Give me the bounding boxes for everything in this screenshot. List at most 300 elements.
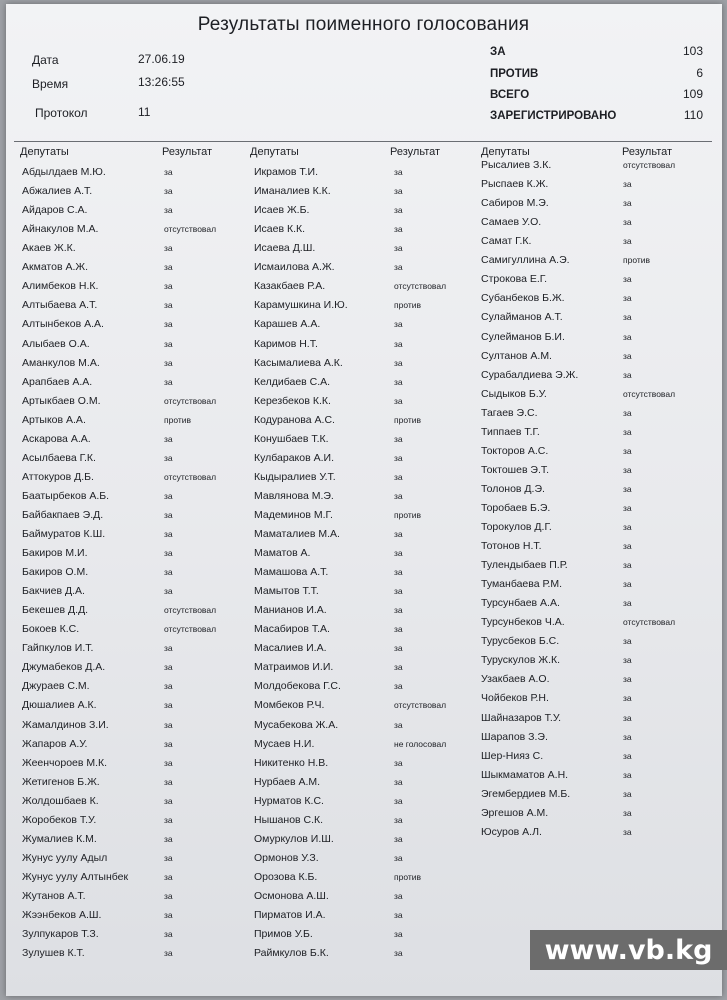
vote-result: за [623, 274, 632, 285]
deputy-name: Карашев А.А. [254, 318, 321, 331]
table-row [254, 471, 480, 490]
table-row [22, 471, 248, 490]
deputy-name: Молдобекова Г.С. [254, 680, 341, 693]
table-row [481, 578, 701, 597]
vote-result: за [164, 357, 173, 368]
table-row [481, 292, 701, 311]
table-row [254, 661, 480, 680]
deputy-name: Зулушев К.Т. [22, 947, 85, 960]
table-row [254, 338, 480, 357]
deputy-name: Алтыбаева А.Т. [22, 299, 98, 312]
deputy-name: Кыдыралиев У.Т. [254, 470, 336, 483]
deputy-name: Орозова К.Б. [254, 870, 318, 883]
deputy-name: Нурбаев А.М. [254, 775, 321, 788]
deputy-name: Узакбаев А.О. [481, 673, 550, 686]
deputy-name: Карамушкина И.Ю. [254, 299, 348, 312]
deputy-name: Казакбаев Р.А. [254, 280, 326, 293]
deputy-name: Икрамов Т.И. [254, 166, 319, 178]
vote-result: за [623, 293, 632, 304]
vote-result: за [623, 826, 632, 837]
table-row [254, 414, 480, 433]
table-row [22, 509, 248, 528]
table-row [22, 261, 248, 280]
deputy-name: Гайпкулов И.Т. [22, 642, 94, 655]
table-row [254, 318, 480, 337]
table-row [481, 331, 701, 350]
deputy-name: Акматов А.Ж. [22, 261, 88, 274]
deputy-name: Дюшалиев А.К. [22, 699, 97, 712]
table-row [254, 376, 480, 395]
deputy-name: Исаев К.К. [254, 223, 306, 236]
vote-result: за [394, 167, 403, 177]
table-row [254, 490, 480, 509]
table-row [254, 890, 480, 909]
table-row [481, 311, 701, 330]
deputy-name: Алимбеков Н.К. [22, 280, 99, 293]
deputy-name: Мавлянова М.Э. [254, 489, 334, 502]
deputy-name: Турсунбаев А.А. [481, 597, 560, 610]
vote-result: отсутствовал [623, 160, 676, 170]
deputy-name: Типпаев Т.Г. [481, 425, 540, 438]
stat-against-label: ПРОТИВ [490, 68, 539, 80]
deputy-name: Масалиев И.А. [254, 642, 327, 655]
deputy-name: Жамалдинов З.И. [22, 718, 109, 731]
time-label: Время [32, 77, 69, 91]
table-row [22, 699, 248, 718]
deputy-name: Айдаров С.А. [22, 204, 88, 217]
table-row [481, 216, 701, 235]
vote-result: за [164, 757, 173, 768]
deputy-name: Субанбеков Б.Ж. [481, 292, 565, 305]
table-row [481, 426, 701, 445]
deputy-name: Торокулов Д.Г. [481, 521, 552, 533]
deputy-name: Жумалиев К.М. [22, 832, 97, 845]
table-row [22, 661, 248, 680]
deputy-name: Толонов Д.Э. [481, 482, 545, 495]
deputy-name: Маматов А. [254, 547, 311, 559]
deputy-name: Каримов Н.Т. [254, 337, 318, 350]
vote-result: за [164, 948, 173, 959]
table-row [481, 635, 701, 654]
table-row [254, 642, 480, 661]
vote-result: за [623, 636, 632, 647]
vote-result: отсутствовал [164, 471, 217, 482]
vote-result: за [623, 560, 632, 570]
deputy-name: Жоробеков Т.У. [22, 813, 97, 826]
deputy-name: Артыкбаев О.М. [22, 394, 101, 407]
deputy-name: Кодуранова А.С. [254, 413, 335, 426]
vote-result: за [164, 300, 173, 311]
deputy-name: Сулейманов Б.И. [481, 330, 565, 343]
deputy-name: Жеенчороев М.К. [22, 756, 108, 769]
vote-result: за [623, 731, 632, 742]
col1-result-header: Результат [162, 146, 213, 158]
deputy-name: Исаев Ж.Б. [254, 204, 310, 217]
protocol-value: 11 [138, 105, 151, 119]
vote-result: за [394, 719, 403, 730]
deputy-name: Примов У.Б. [254, 928, 313, 940]
vote-result: отсутствовал [164, 395, 217, 406]
vote-result: за [394, 529, 403, 539]
table-row [481, 807, 701, 826]
deputy-name: Жунус уулу Алтынбек [22, 870, 129, 883]
vote-result: за [164, 776, 173, 787]
table-row [481, 369, 701, 388]
table-row [481, 273, 701, 292]
vote-result: за [623, 331, 632, 342]
table-row [254, 680, 480, 699]
vote-result: за [164, 452, 173, 463]
vote-result: за [394, 643, 403, 654]
deputy-name: Нышанов С.К. [254, 813, 324, 826]
vote-result: за [394, 586, 403, 597]
table-row [22, 452, 248, 471]
vote-result: за [623, 655, 632, 666]
deputy-name: Турусбеков Б.С. [481, 635, 560, 648]
table-row [254, 395, 480, 414]
table-row [22, 414, 248, 433]
deputy-name: Аманкулов М.А. [22, 356, 100, 369]
table-row [22, 947, 248, 966]
table-row [254, 242, 480, 261]
stat-against-value: 6 [696, 66, 703, 80]
vote-result: за [394, 319, 403, 330]
deputy-name: Турускулов Ж.К. [481, 654, 561, 667]
deputy-name: Келдибаев С.А. [254, 375, 331, 388]
vote-result: за [164, 852, 173, 863]
vote-result: за [394, 776, 403, 787]
vote-result: за [394, 471, 403, 482]
vote-result: за [394, 662, 403, 673]
vote-result: за [394, 910, 403, 920]
vote-result: за [164, 529, 173, 539]
table-row [22, 280, 248, 299]
deputy-name: Мусаев Н.И. [254, 737, 315, 750]
deputy-name: Осмонова А.Ш. [254, 889, 329, 902]
vote-result: за [164, 262, 173, 273]
vote-result: за [164, 738, 173, 749]
time-value: 13:26:55 [138, 75, 185, 89]
vote-result: за [394, 376, 403, 387]
deputy-name: Сурабалдиева Э.Ж. [481, 368, 579, 381]
vote-result: за [623, 712, 632, 723]
vote-result: за [394, 757, 403, 768]
table-row [22, 223, 248, 242]
vote-result: за [623, 464, 632, 475]
deputy-name: Чойбеков Р.Н. [481, 692, 549, 705]
table-row [481, 407, 701, 426]
deputy-name: Артыков А.А. [22, 413, 86, 426]
table-row [481, 483, 701, 502]
table-row [22, 585, 248, 604]
vote-result: за [164, 186, 173, 197]
vote-result: за [394, 833, 403, 844]
table-row [22, 166, 248, 185]
vote-result: за [394, 681, 403, 692]
table-row [481, 197, 701, 216]
table-row [481, 235, 701, 254]
table-row [254, 852, 480, 871]
vote-result: за [394, 186, 403, 197]
vote-result: за [623, 407, 632, 418]
vote-result: за [623, 788, 632, 799]
table-row [481, 445, 701, 464]
deputy-name: Баатырбеков А.Б. [22, 489, 110, 502]
deputy-name: Баймуратов К.Ш. [22, 528, 106, 540]
table-row [481, 559, 701, 578]
stat-for-label: ЗА [490, 46, 506, 58]
table-row [22, 357, 248, 376]
vote-result: за [164, 376, 173, 387]
table-row [22, 566, 248, 585]
table-row [22, 642, 248, 661]
vote-result: за [164, 890, 173, 901]
table-row [254, 795, 480, 814]
deputy-name: Торобаев Б.Э. [481, 501, 551, 514]
vote-result: за [394, 224, 403, 235]
stat-registered-value: 110 [683, 108, 703, 122]
vote-result: за [164, 681, 173, 692]
deputy-name: Самигуллина А.Э. [481, 254, 570, 267]
vote-result: за [394, 929, 403, 939]
table-row [254, 357, 480, 376]
deputy-name: Арапбаев А.А. [22, 375, 93, 388]
deputy-name: Мадеминов М.Г. [254, 508, 333, 521]
vote-result: за [164, 548, 173, 558]
vote-result: за [394, 605, 403, 616]
deputy-name: Бокоев К.С. [22, 623, 80, 636]
table-row [481, 178, 701, 197]
table-row [254, 909, 480, 928]
deputy-name: Джураев С.М. [22, 680, 90, 693]
table-row [254, 566, 480, 585]
vote-result: за [164, 814, 173, 825]
table-row [22, 242, 248, 261]
table-row [481, 388, 701, 407]
table-row [22, 871, 248, 890]
protocol-label: Протокол [35, 106, 88, 120]
vote-result: за [164, 338, 173, 349]
deputy-name: Строкова Е.Г. [481, 273, 548, 286]
vote-result: за [164, 243, 173, 254]
table-row [254, 585, 480, 604]
table-row [481, 597, 701, 616]
vote-result: за [394, 490, 403, 501]
vote-result: отсутствовал [623, 388, 676, 399]
deputy-name: Самаев У.О. [481, 216, 542, 229]
vote-result: против [164, 414, 192, 425]
vote-result: за [623, 769, 632, 780]
deputy-name: Жунус уулу Адыл [22, 851, 108, 864]
deputy-name: Жетигенов Б.Ж. [22, 775, 100, 788]
col3-result-header: Результат [622, 146, 673, 158]
vote-result: за [164, 509, 173, 520]
vote-result: отсутствовал [164, 624, 217, 635]
table-row [481, 750, 701, 769]
vote-result: за [394, 262, 403, 273]
vote-result: за [164, 795, 173, 806]
table-row [481, 731, 701, 750]
table-row [481, 826, 701, 845]
vote-result: за [623, 750, 632, 761]
deputy-name: Абжалиев А.Т. [22, 185, 93, 198]
table-row [254, 814, 480, 833]
vote-result: не голосовал [394, 738, 447, 749]
deputy-name: Рысалиев З.К. [481, 159, 552, 171]
vote-result: против [394, 414, 422, 425]
vote-result: за [623, 445, 632, 456]
deputy-name: Шарапов З.Э. [481, 730, 548, 743]
col1-deputies-header: Депутаты [20, 146, 69, 158]
table-row [254, 299, 480, 318]
table-row [481, 692, 701, 711]
vote-result: за [164, 871, 173, 882]
deputy-name: Джумабеков Д.А. [22, 661, 106, 674]
deputy-name: Конушбаев Т.К. [254, 432, 329, 445]
table-row [22, 776, 248, 795]
deputy-name: Аскарова А.А. [22, 432, 91, 445]
table-row [254, 757, 480, 776]
vote-result: отсутствовал [164, 224, 217, 235]
table-row [481, 712, 701, 731]
deputy-name: Нурматов К.С. [254, 794, 324, 807]
table-row [254, 452, 480, 471]
table-row [22, 204, 248, 223]
table-row [254, 166, 480, 185]
vote-result: за [394, 948, 403, 959]
table-row [254, 776, 480, 795]
deputy-name: Пирматов И.А. [254, 909, 326, 921]
table-row [481, 521, 701, 540]
table-row [254, 528, 480, 547]
table-row [481, 464, 701, 483]
col3-deputies-header: Депутаты [481, 146, 530, 158]
deputy-name: Аттокуров Д.Б. [22, 470, 94, 483]
deputy-name: Шер-Нияз С. [481, 749, 544, 762]
vote-result: за [623, 350, 632, 361]
table-row [22, 833, 248, 852]
table-row [22, 395, 248, 414]
table-row [254, 280, 480, 299]
deputy-name: Абдылдаев М.Ю. [22, 166, 106, 178]
table-row [254, 719, 480, 738]
table-row [254, 928, 480, 947]
table-row [481, 769, 701, 788]
deputy-name: Жээнбеков А.Ш. [22, 909, 102, 921]
vote-result: за [394, 338, 403, 349]
table-row [22, 528, 248, 547]
vote-result: за [623, 369, 632, 380]
vote-result: за [623, 236, 632, 247]
table-row [22, 928, 248, 947]
table-row [22, 909, 248, 928]
deputy-name: Бакиров М.И. [22, 547, 88, 559]
deputy-name: Жапаров А.У. [22, 737, 88, 750]
deputy-name: Манианов И.А. [254, 604, 327, 617]
deputy-name: Турсунбеков Ч.А. [481, 616, 565, 629]
vote-result: за [164, 205, 173, 216]
table-row [22, 547, 248, 566]
deputy-name: Касымалиева А.К. [254, 356, 343, 369]
vote-result: за [394, 395, 403, 406]
table-row [22, 890, 248, 909]
header-divider [14, 141, 712, 142]
vote-result: за [394, 452, 403, 463]
deputy-name: Юсуров А.Л. [481, 825, 542, 838]
table-row [481, 502, 701, 521]
table-row [22, 433, 248, 452]
deputy-name: Алтынбеков А.А. [22, 318, 104, 331]
deputy-name: Исмаилова А.Ж. [254, 261, 335, 274]
table-row [254, 738, 480, 757]
stat-registered-label: ЗАРЕГИСТРИРОВАНО [490, 110, 617, 122]
vote-result: за [164, 433, 173, 444]
table-row [481, 654, 701, 673]
vote-result: за [394, 205, 403, 216]
table-row [22, 814, 248, 833]
deputy-name: Жутанов А.Т. [22, 889, 86, 902]
vote-result: за [164, 567, 173, 577]
table-row [254, 509, 480, 528]
deputy-name: Омуркулов И.Ш. [254, 832, 334, 845]
deputy-name: Кулбараков А.И. [254, 451, 334, 464]
table-row [22, 490, 248, 509]
vote-result: за [394, 814, 403, 825]
vote-result: за [164, 490, 173, 501]
deputy-name: Раймкулов Б.К. [254, 947, 329, 960]
table-row [22, 795, 248, 814]
deputy-name: Керезбеков К.К. [254, 394, 331, 407]
watermark-logo: www.vb.kg [530, 930, 727, 970]
table-row [22, 623, 248, 642]
vote-result: за [623, 179, 632, 190]
table-row [481, 673, 701, 692]
table-row [481, 350, 701, 369]
deputy-name: Асылбаева Г.К. [22, 451, 96, 464]
deputy-name: Мусабекова Ж.А. [254, 718, 339, 731]
deputy-name: Токтошев Э.Т. [481, 463, 550, 476]
deputy-name: Никитенко Н.В. [254, 756, 329, 769]
deputy-name: Туманбаева Р.М. [481, 578, 563, 591]
deputy-name: Рыспаев К.Ж. [481, 178, 549, 191]
table-row [254, 261, 480, 280]
table-row [254, 833, 480, 852]
table-row [254, 947, 480, 966]
table-row [254, 185, 480, 204]
deputy-name: Тагаев Э.С. [481, 406, 538, 419]
vote-result: за [394, 624, 403, 635]
table-row [254, 433, 480, 452]
deputy-name: Мамытов Т.Т. [254, 585, 319, 598]
table-row [22, 338, 248, 357]
vote-result: за [164, 167, 173, 177]
vote-result: против [394, 509, 422, 520]
deputy-name: Исаева Д.Ш. [254, 242, 316, 255]
vote-result: за [394, 890, 403, 901]
table-row [481, 788, 701, 807]
vote-result: за [623, 693, 632, 704]
table-row [254, 547, 480, 566]
table-row [481, 254, 701, 273]
deputy-name: Бакчиев Д.А. [22, 585, 85, 598]
table-row [22, 318, 248, 337]
stat-total-value: 109 [682, 87, 703, 101]
table-row [254, 699, 480, 718]
table-row [22, 719, 248, 738]
deputy-name: Сыдыков Б.У. [481, 387, 547, 400]
deputy-name: Масабиров Т.А. [254, 623, 330, 636]
vote-result: за [623, 426, 632, 437]
